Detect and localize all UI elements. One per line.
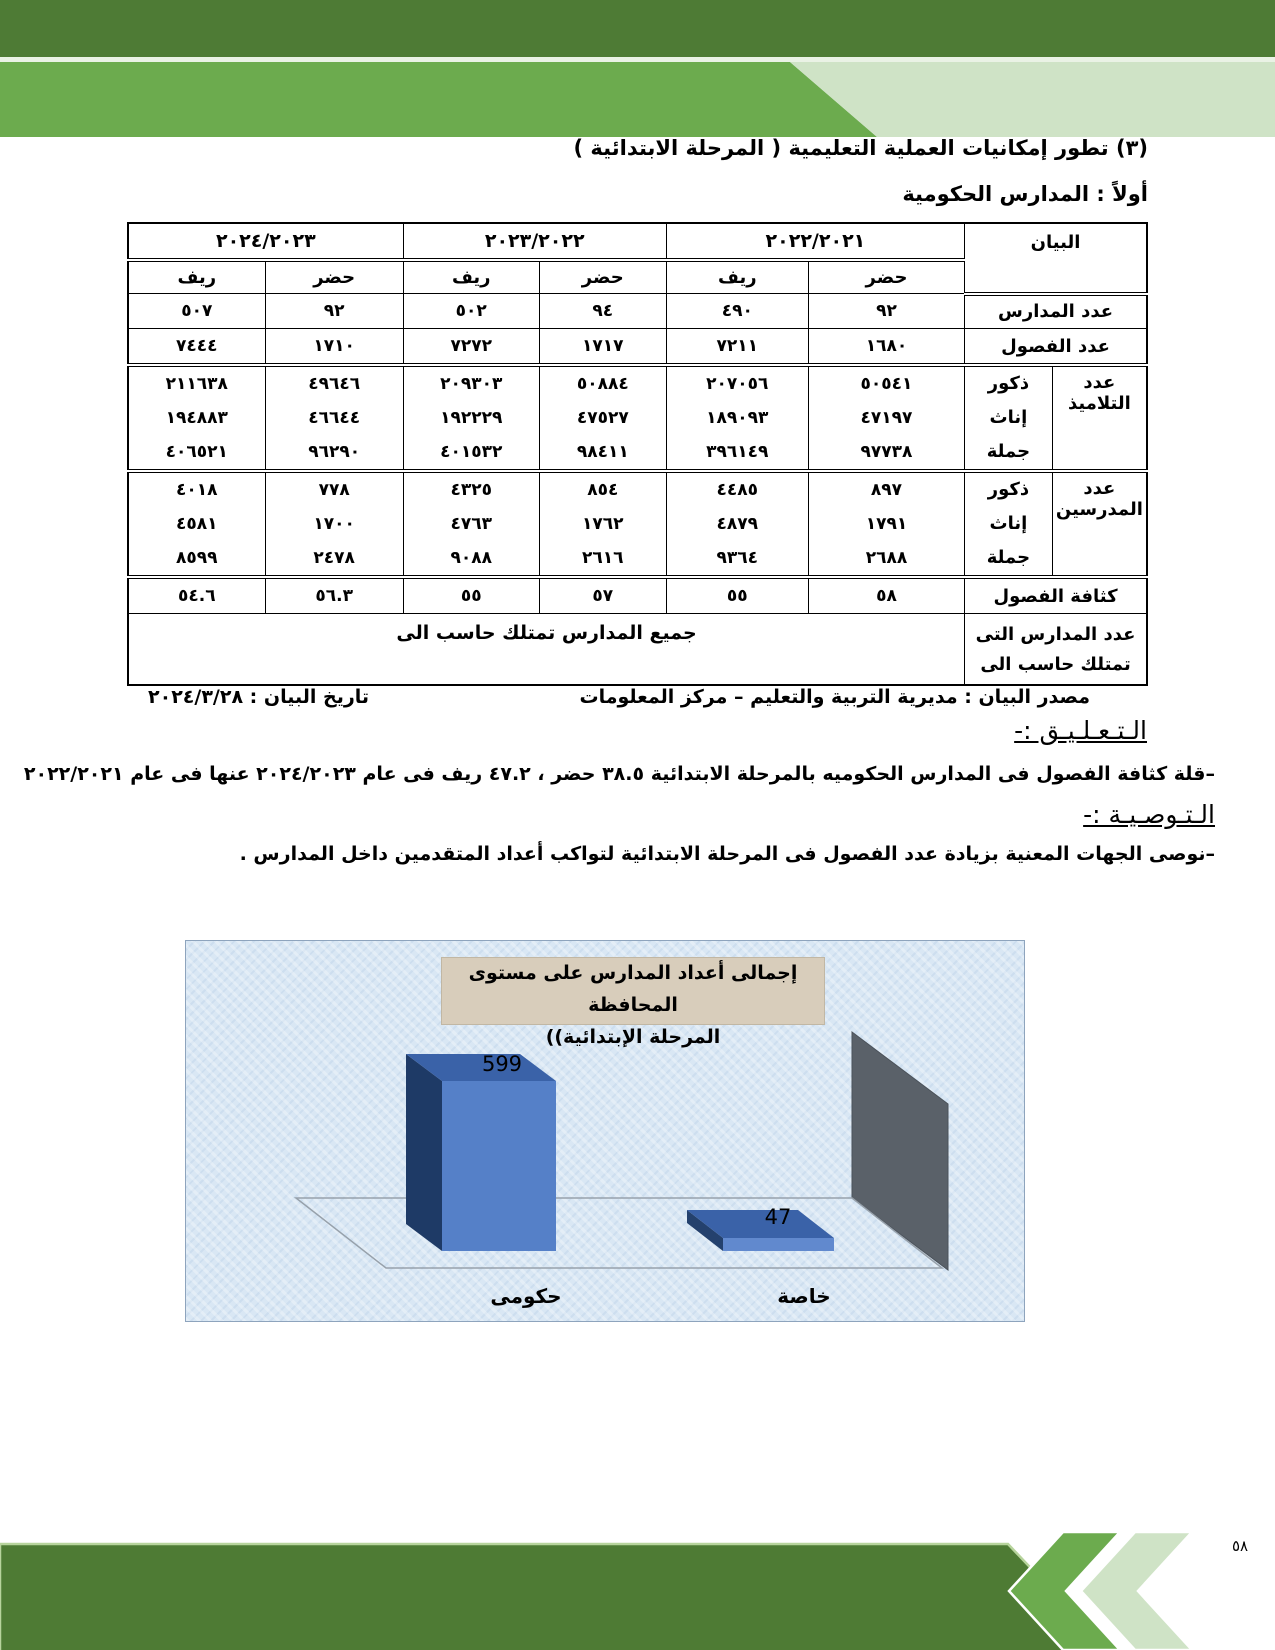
- table-cell: ٩٤: [539, 294, 666, 329]
- table-cell: ٥٦.٣: [265, 577, 403, 614]
- table-cell: ٩٢: [265, 294, 403, 329]
- page-title: (٣) تطور إمكانيات العملية التعليمية ( المرحلة الابتدائية ): [573, 136, 1148, 160]
- row-label: عدد المدارس التى تمتلك حاسب الى: [965, 614, 1147, 686]
- table-cell: ٧٧٨ ١٧٠٠ ٢٤٧٨: [265, 471, 403, 577]
- year-header: ٢٠٢٢/٢٠٢١: [666, 223, 964, 260]
- table-cell: ٥٠٨٨٤ ٤٧٥٢٧ ٩٨٤١١: [539, 365, 666, 471]
- data-date: تاريخ البيان : ٢٠٢٤/٣/٢٨: [148, 686, 370, 708]
- bar-govt-front: [442, 1081, 556, 1251]
- table-cell: ٤٤٨٥ ٤٨٧٩ ٩٣٦٤: [666, 471, 808, 577]
- subcolumn-header: ريف: [403, 260, 539, 294]
- page-subtitle: أولاً : المدارس الحكومية: [902, 182, 1148, 206]
- chart-title-box: [441, 957, 825, 1048]
- table-cell: ٧٢٧٢: [403, 329, 539, 366]
- category-label-private: خاصة: [777, 1284, 831, 1308]
- row-label: كثافة الفصول: [965, 577, 1147, 614]
- recommendation-heading: الـتـوصـيـة :-: [1083, 800, 1215, 829]
- subcolumn-header: حضر: [265, 260, 403, 294]
- merged-cell: جميع المدارس تمتلك حاسب الى: [128, 614, 965, 686]
- comment-heading: الـتـعـلـيـق :-: [1014, 716, 1147, 745]
- header-banner: [0, 0, 1275, 140]
- table-cell: ٥٠٢: [403, 294, 539, 329]
- table-row: [128, 329, 1147, 366]
- table-header-years: [128, 223, 1147, 260]
- table-cell: ٤٠١٨ ٤٥٨١ ٨٥٩٩: [128, 471, 265, 577]
- subcolumn-header: ريف: [128, 260, 265, 294]
- subcolumn-header: ريف: [666, 260, 808, 294]
- row-label: عدد المدارس: [965, 294, 1147, 329]
- header-band-green: [0, 62, 877, 137]
- subcolumn-header: حضر: [539, 260, 666, 294]
- comment-text: –قلة كثافة الفصول فى المدارس الحكوميه بالمرحلة الابتدائية ٣٨.٥ حضر ، ٤٧.٢ ريف فى عام ٢٠٢٤/٢٠٢٣ عنها فى عام ٢٠٢٢/٢٠٢١: [23, 763, 1215, 785]
- header-top-bar: [0, 0, 1275, 57]
- table-cell: ٨٥٤ ١٧٦٢ ٢٦١٦: [539, 471, 666, 577]
- row-label: عدد التلاميذ: [1052, 365, 1147, 471]
- table-cell: ٢٠٧٠٥٦ ١٨٩٠٩٣ ٣٩٦١٤٩: [666, 365, 808, 471]
- table-row-block: [128, 365, 1147, 471]
- table-cell: ٧٤٤٤: [128, 329, 265, 366]
- bar-private-value-label: 47: [764, 1205, 792, 1229]
- subcolumn-header: حضر: [808, 260, 964, 294]
- table-cell: ١٧١٧: [539, 329, 666, 366]
- table-row-merged: [128, 614, 1147, 686]
- table-cell: ٥٠٧: [128, 294, 265, 329]
- table-cell: ٢٠٩٣٠٣ ١٩٢٢٢٩ ٤٠١٥٣٢: [403, 365, 539, 471]
- footer-band: [0, 1544, 1112, 1650]
- table-cell: ٥٥: [666, 577, 808, 614]
- corner-label: البيان: [965, 223, 1147, 294]
- footer-banner: [0, 1530, 1275, 1650]
- chart-title-line1: إجمالى أعداد المدارس على مستوى المحافظة: [468, 962, 798, 1016]
- table-cell: ٢١١٦٣٨ ١٩٤٨٨٣ ٤٠٦٥٢١: [128, 365, 265, 471]
- table-cell: ٥٨: [808, 577, 964, 614]
- bar-private-front: [723, 1238, 834, 1251]
- row-sublabels: ذكور إناث جملة: [965, 471, 1053, 577]
- year-header: ٢٠٢٤/٢٠٢٣: [128, 223, 403, 260]
- chart-wall: [852, 1032, 948, 1270]
- bar-govt-side: [406, 1054, 442, 1251]
- table-row-block: [128, 471, 1147, 577]
- table-cell: ١٧١٠: [265, 329, 403, 366]
- table-row: [128, 294, 1147, 329]
- year-header: ٢٠٢٣/٢٠٢٢: [403, 223, 666, 260]
- table-cell: ٧٢١١: [666, 329, 808, 366]
- table-cell: ٤٣٢٥ ٤٧٦٣ ٩٠٨٨: [403, 471, 539, 577]
- chart-title-line2: المرحلة الإبتدائية)): [545, 1026, 721, 1048]
- table-cell: ٥٤.٦: [128, 577, 265, 614]
- table-cell: ٥٥: [403, 577, 539, 614]
- bar-chart: [185, 940, 1025, 1322]
- table-cell: ١٦٨٠: [808, 329, 964, 366]
- data-source: مصدر البيان : مديرية التربية والتعليم – مركز المعلومات: [579, 686, 1090, 708]
- row-sublabels: ذكور إناث جملة: [965, 365, 1053, 471]
- row-label: عدد الفصول: [965, 329, 1147, 366]
- table-cell: ٥٧: [539, 577, 666, 614]
- row-label: عدد المدرسين: [1052, 471, 1147, 577]
- recommendation-text: –نوصى الجهات المعنية بزيادة عدد الفصول فى المرحلة الابتدائية لتواكب أعداد المتقدمين داخل المدارس .: [239, 843, 1215, 865]
- table-cell: ٥٠٥٤١ ٤٧١٩٧ ٩٧٧٣٨: [808, 365, 964, 471]
- table-cell: ٨٩٧ ١٧٩١ ٢٦٨٨: [808, 471, 964, 577]
- table-row: [128, 577, 1147, 614]
- table-cell: ٤٩٠: [666, 294, 808, 329]
- statistics-table: [127, 222, 1148, 686]
- header-gap: [0, 57, 1275, 62]
- page-number: ٥٨: [1232, 1537, 1249, 1555]
- category-label-govt: حكومى: [490, 1284, 562, 1308]
- chart-floor: [296, 1198, 942, 1268]
- table-cell: ٤٩٦٤٦ ٤٦٦٤٤ ٩٦٢٩٠: [265, 365, 403, 471]
- table-cell: ٩٢: [808, 294, 964, 329]
- bar-govt-value-label: 599: [481, 1052, 523, 1076]
